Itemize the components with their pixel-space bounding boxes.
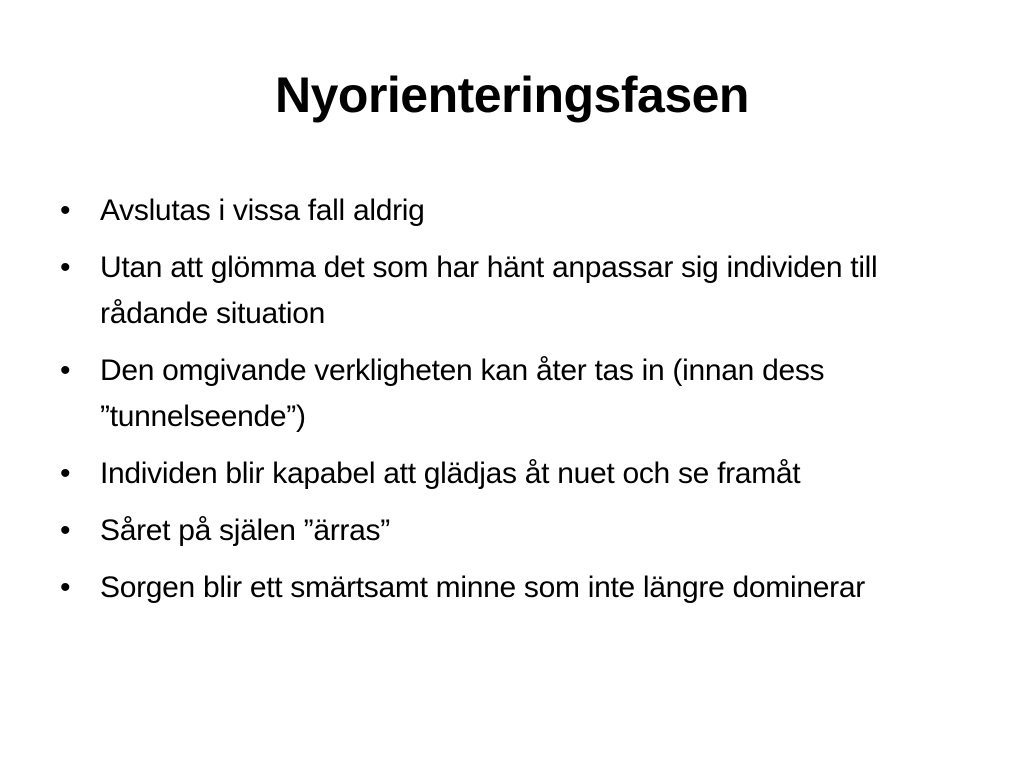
bullet-list — [60, 188, 960, 622]
list-item — [60, 565, 960, 611]
list-item — [60, 245, 960, 337]
bullet-icon: • — [60, 514, 71, 547]
slide-title: Nyorienteringsfasen — [275, 67, 749, 123]
bullet-text: Individen blir kapabel att glädjas åt nuet och se framåt — [100, 457, 801, 490]
bullet-icon: • — [60, 354, 71, 387]
bullet-text: Den omgivande verkligheten kan åter tas in (innan dess ”tunnelseende”) — [100, 354, 825, 433]
bullet-icon: • — [60, 251, 71, 284]
list-item — [60, 348, 960, 440]
list-item — [60, 451, 960, 497]
list-item — [60, 508, 960, 554]
bullet-text: Avslutas i vissa fall aldrig — [100, 194, 425, 227]
bullet-text: Sorgen blir ett smärtsamt minne som inte längre dominerar — [100, 571, 865, 604]
list-item — [60, 188, 960, 234]
bullet-icon: • — [60, 571, 71, 604]
bullet-text: Utan att glömma det som har hänt anpassar sig individen till rådande situation — [100, 251, 878, 330]
bullet-icon: • — [60, 457, 71, 490]
bullet-text: Såret på själen ”ärras” — [100, 514, 390, 547]
bullet-icon: • — [60, 194, 71, 227]
